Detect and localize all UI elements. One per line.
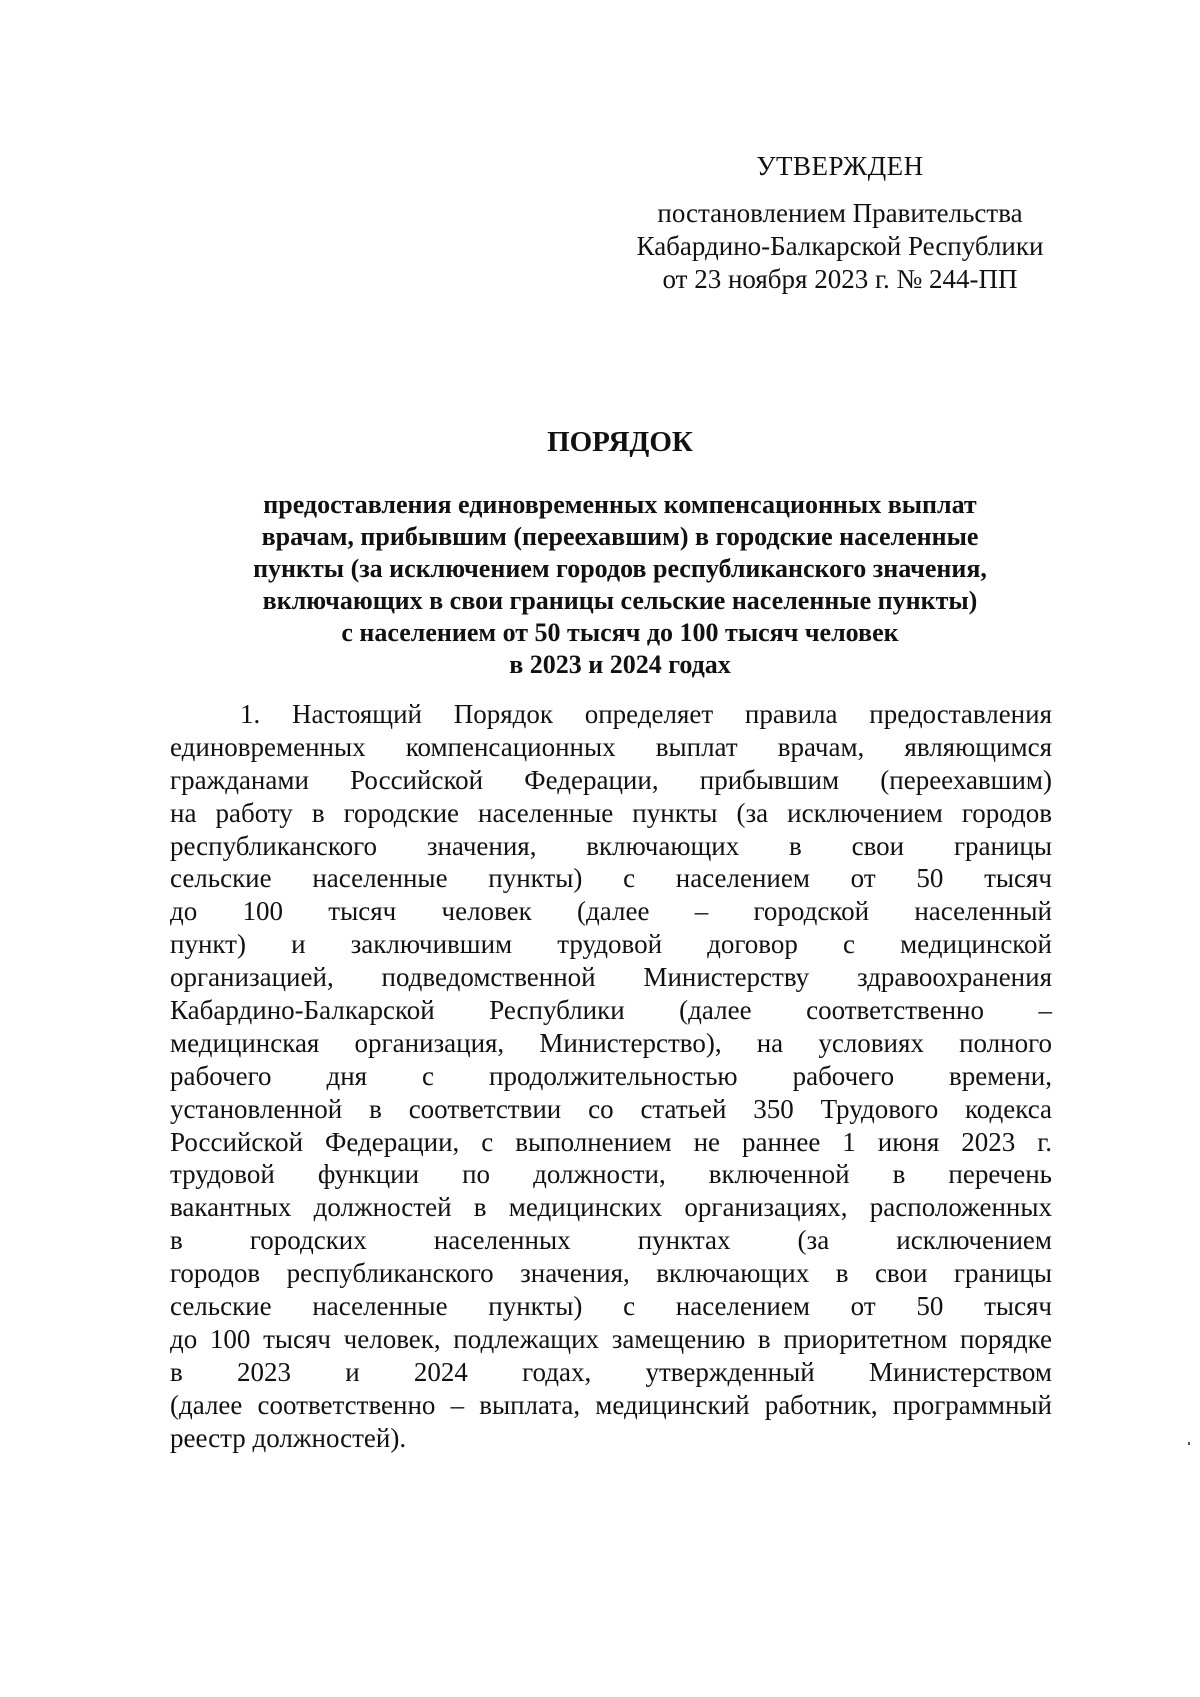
subtitle-line: включающих в свои границы сельские населенные пункты)	[262, 586, 978, 615]
subtitle-line: пункты (за исключением городов республиканского значения,	[253, 554, 987, 583]
paragraph-line: сельские населенные пункты) с населением от 50 тысяч	[170, 863, 1052, 894]
paragraph-line: городов республиканского значения, включающих в свои границы	[170, 1258, 1052, 1289]
approval-line: постановлением Правительства	[657, 198, 1023, 228]
paragraph-line: республиканского значения, включающих в свои границы	[170, 830, 1052, 861]
paragraph-line: трудовой функции по должности, включенной в перечень	[170, 1159, 1052, 1190]
paragraph-line: сельские населенные пункты) с населением от 50 тысяч	[170, 1291, 1052, 1322]
paragraph-line: организацией, подведомственной Министерству здравоохранения	[170, 962, 1052, 993]
paragraph-1	[170, 698, 1052, 1454]
paragraph-line: (далее соответственно – выплата, медицинский работник, программный	[170, 1389, 1052, 1420]
document-title: ПОРЯДОК	[547, 426, 693, 458]
paragraph-line: в 2023 и 2024 годах, утвержденный Министерством	[170, 1356, 1052, 1387]
scan-speck	[1188, 1442, 1190, 1445]
paragraph-line: реестр должностей).	[170, 1422, 407, 1453]
paragraph-line: гражданами Российской Федерации, прибывшим (переехавшим)	[170, 764, 1052, 795]
paragraph-line: Российской Федерации, с выполнением не раннее 1 июня 2023 г.	[170, 1126, 1052, 1157]
paragraph-line: 1. Настоящий Порядок определяет правила предоставления	[240, 699, 1052, 729]
document-heading	[170, 425, 1070, 681]
approval-block	[620, 150, 1060, 296]
paragraph-line: установленной в соответствии со статьей 350 Трудового кодекса	[170, 1093, 1052, 1124]
paragraph-line: Кабардино-Балкарской Республики (далее соответственно –	[170, 995, 1052, 1026]
approval-line: Кабардино-Балкарской Республики	[636, 231, 1044, 261]
document-subtitle	[170, 489, 1070, 681]
paragraph-line: в городских населенных пунктах (за исключением	[170, 1225, 1052, 1256]
paragraph-line: пункт) и заключившим трудовой договор с медицинской	[170, 929, 1052, 960]
paragraph-line: единовременных компенсационных выплат врачам, являющимся	[170, 731, 1052, 762]
approval-line: от 23 ноября 2023 г. № 244-ПП	[662, 264, 1018, 294]
paragraph-line: до 100 тысяч человек (далее – городской населенный	[170, 896, 1052, 927]
paragraph-line: на работу в городские населенные пункты (за исключением городов	[170, 797, 1052, 828]
subtitle-line: с населением от 50 тысяч до 100 тысяч человек	[341, 618, 899, 647]
paragraph-line: вакантных должностей в медицинских организациях, расположенных	[170, 1192, 1052, 1223]
subtitle-line: в 2023 и 2024 годах	[509, 650, 731, 679]
paragraph-line: рабочего дня с продолжительностью рабочего времени,	[170, 1060, 1052, 1091]
subtitle-line: предоставления единовременных компенсационных выплат	[263, 490, 977, 519]
paragraph-line: до 100 тысяч человек, подлежащих замещению в приоритетном порядке	[170, 1323, 1052, 1354]
approval-title: УТВЕРЖДЕН	[756, 151, 924, 181]
subtitle-line: врачам, прибывшим (переехавшим) в городские населенные	[261, 522, 979, 551]
paragraph-line: медицинская организация, Министерство), на условиях полного	[170, 1027, 1052, 1058]
